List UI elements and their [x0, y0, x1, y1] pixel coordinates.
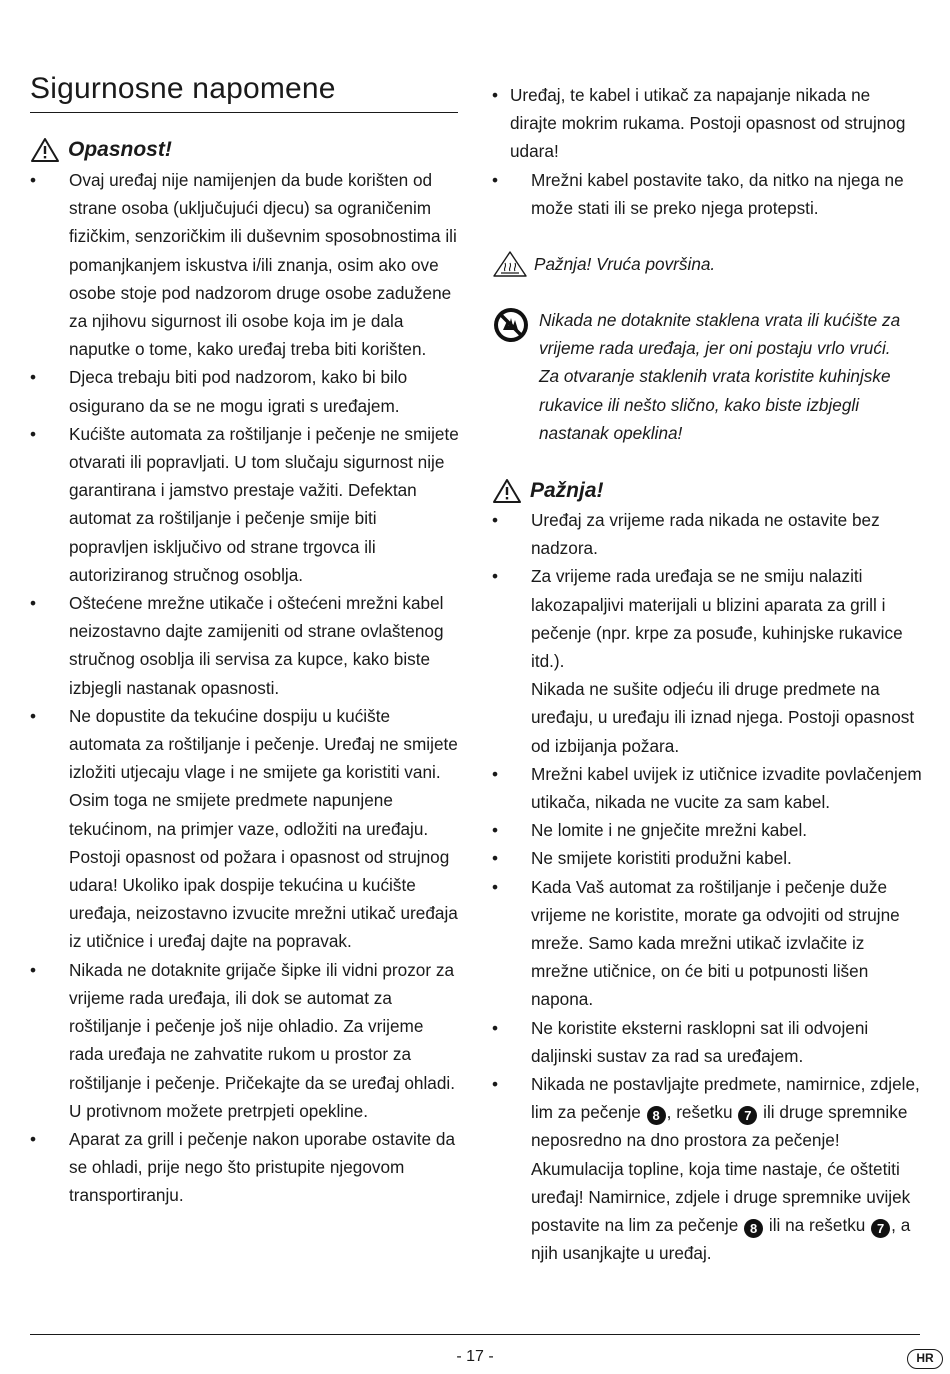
no-touch-note	[492, 306, 922, 447]
part-number-badge: 7	[738, 1106, 757, 1125]
caution-heading-text: Pažnja!	[530, 479, 604, 502]
list-item: • Uređaj za vrijeme rada nikada ne ostavite bez nadzora.	[492, 506, 922, 562]
top-list-2	[492, 166, 922, 222]
list-item: • Ne lomite i ne gnječite mrežni kabel.	[492, 816, 922, 844]
list-item: • Mrežni kabel uvijek iz utičnice izvadite povlačenjem utikača, nikada ne vucite za sam kabel.	[492, 760, 922, 816]
list-item-text: Nikada ne postavljajte predmete, namirnice, zdjele, lim za pečenje	[531, 1074, 920, 1123]
part-number-badge: 8	[647, 1106, 666, 1125]
list-item: • Djeca trebaju biti pod nadzorom, kako bi bilo osigurano da se ne mogu igrati s uređajem.	[30, 363, 460, 419]
list-item	[492, 1070, 922, 1267]
page-number: - 17 -	[456, 1348, 494, 1365]
list-item: • Ne dopustite da tekućine dospiju u kućište automata za roštiljanje i pečenje. Uređaj ne smijete izložiti utjecaju vlage i ne smijete ga koristiti vani. Osim toga ne smijete predmete napunjene tekućinom, na primjer vaze, odložiti na uređaju. Postoji opasnost od požara i opasnost od strujnog udara! Ukoliko ipak dospije tekućina u kućište uređaja, neizostavno izvucite mrežni utikač uređaja iz utičnice i uređaj dajte na popravak.	[30, 702, 460, 956]
danger-heading-text: Opasnost!	[68, 138, 172, 161]
no-touch-text: Nikada ne dotaknite staklena vrata ili kućište za vrijeme rada uređaja, jer oni postaju vrlo vrući. Za otvaranje staklenih vrata koristite kuhinjske rukavice ili nešto slično, kako biste izbjegli nastanak opeklina!	[539, 310, 901, 443]
list-item: • Aparat za grill i pečenje nakon uporabe ostavite da se ohladi, prije nego što pristupite njegovom transportiranju.	[30, 1125, 460, 1210]
list-item: • Ne smijete koristiti produžni kabel.	[492, 844, 922, 872]
caution-list	[492, 506, 922, 1267]
list-item-text: , a njih usanjkajte u uređaj.	[531, 1215, 911, 1264]
page-title: Sigurnosne napomene	[30, 72, 336, 105]
list-item: • Ne koristite eksterni rasklopni sat ili odvojeni daljinski sustav za rad sa uređajem.	[492, 1014, 922, 1070]
hot-surface-icon	[492, 250, 528, 278]
list-item-extra: Nikada ne sušite odjeću ili druge predmete na uređaju, u uređaju ili iznad njega. Postoji opasnost od izbijanja požara.	[531, 679, 915, 756]
list-item: • Ovaj uređaj nije namijenjen da bude korišten od strane osoba (uključujući djecu) sa ograničenim fizičkim, senzoričkim ili duševnim sposobnostima ili pomanjkanjem iskustva i/ili znanja, osim ako ove osobe stoje pod nadzorom druge osobe zadužene za njihovu sigurnost ili osobe koja im je dala naputke o tome, kako uređaj treba biti korišten.	[30, 166, 460, 363]
no-touch-icon	[492, 306, 530, 344]
list-item	[492, 562, 922, 759]
list-item-text: ili druge spremnike neposredno na dno prostora za pečenje! Akumulacija topline, koja time nastaje, će oštetiti uređaj! Namirnice, zdjele i druge spremnike uvijek postavite na lim za pečenje	[531, 1102, 911, 1236]
part-number-badge: 8	[744, 1219, 763, 1238]
hot-surface-note	[492, 250, 922, 278]
list-item: • Nikada ne dotaknite grijače šipke ili vidni prozor za vrijeme rada uređaja, ili dok se automat za roštiljanje i pečenje još nije ohladio. Za vrijeme rada uređaja ne zahvatite rukom u prostor za roštiljanje i pečenje. Pričekajte da se uređaj ohladi. U protivnom možete pretrpjeti opekline.	[30, 956, 460, 1125]
part-number-badge: 7	[871, 1219, 890, 1238]
list-item-text: ili na rešetku	[764, 1215, 866, 1236]
danger-heading	[30, 137, 172, 163]
list-item: • Uređaj, te kabel i utikač za napajanje nikada ne dirajte mokrim rukama. Postoji opasnost od strujnog udara!	[492, 81, 912, 166]
hot-surface-text: Pažnja! Vruća površina.	[534, 254, 716, 274]
warning-triangle-icon	[492, 478, 522, 504]
warning-triangle-icon	[30, 137, 60, 163]
danger-list	[30, 166, 460, 1210]
list-item: • Kućište automata za roštiljanje i pečenje ne smijete otvarati ili popravljati. U tom slučaju sigurnost nije garantirana i jamstvo prestaje važiti. Defektan automat za roštiljanje i pečenje smije biti popravljen isključivo od strane trgovca ili autoriziranog stručnog osoblja.	[30, 420, 460, 589]
footer-divider	[30, 1334, 920, 1335]
caution-heading	[492, 478, 604, 504]
list-item-text: Za vrijeme rada uređaja se ne smiju nalaziti lakozapaljivi materijali u blizini aparata za grill i pečenje (npr. krpe za posuđe, kuhinjske rukavice itd.).	[531, 566, 903, 672]
list-item: • Kada Vaš automat za roštiljanje i pečenje duže vrijeme ne koristite, morate ga odvojiti od strujne mreže. Samo kada mrežni utikač izvlačite iz mrežne utičnice, on će biti u potpunosti lišen napona.	[492, 873, 922, 1014]
top-list	[492, 81, 912, 166]
list-item: • Mrežni kabel postavite tako, da nitko na njega ne može stati ili se preko njega protepsti.	[492, 166, 922, 222]
title-divider	[30, 112, 458, 113]
list-item-text: , rešetku	[666, 1102, 733, 1123]
language-badge: HR	[907, 1349, 943, 1369]
list-item: • Oštećene mrežne utikače i oštećeni mrežni kabel neizostavno dajte zamijeniti od strane ovlaštenog stručnog osoblja ili servisa za kupce, kako biste izbjegli nastanak opasnosti.	[30, 589, 460, 702]
